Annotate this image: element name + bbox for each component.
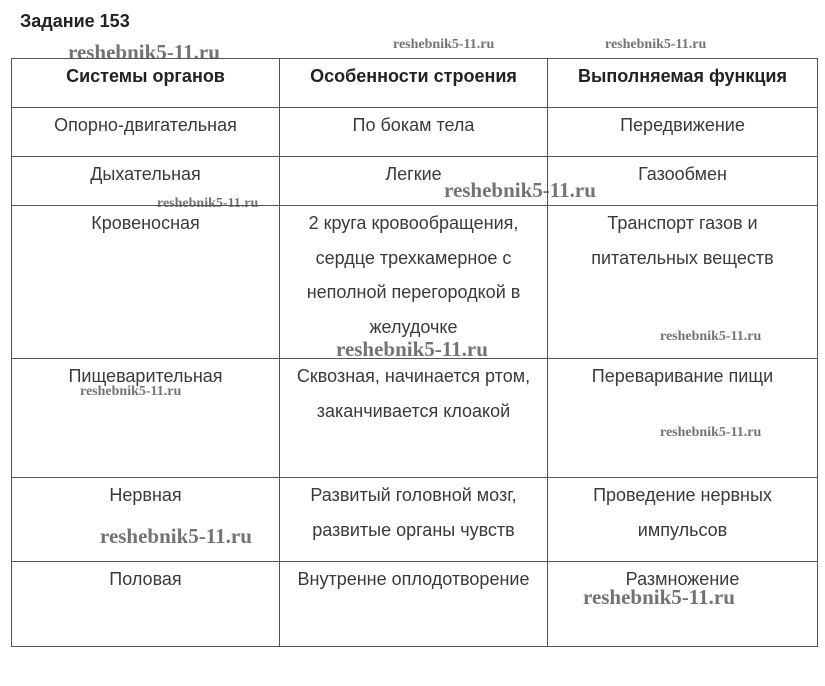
watermark: reshebnik5-11.ru xyxy=(336,337,488,361)
task-title: Задание 153 xyxy=(20,11,130,31)
table-row xyxy=(12,206,818,359)
watermark: reshebnik5-11.ru xyxy=(583,585,735,609)
watermark: reshebnik5-11.ru xyxy=(157,196,259,211)
cell-structure: По бокам тела xyxy=(280,108,548,157)
table-header-row xyxy=(12,59,818,108)
cell-structure: 2 круга кровообращения, сердце трехкамерное с неполной перегородкой в желудочке xyxy=(280,206,548,359)
table-row xyxy=(12,562,818,647)
cell-function: Размножение xyxy=(548,562,818,647)
watermark: reshebnik5-11.ru xyxy=(100,524,252,548)
cell-function: Транспорт газов и питательных веществ xyxy=(548,206,818,359)
cell-function: Переваривание пищи xyxy=(548,359,818,478)
cell-structure: Сквозная, начинается ртом, заканчивается клоакой xyxy=(280,359,548,478)
cell-structure: Внутренне оплодотворение xyxy=(280,562,548,647)
cell-system: Кровеносная xyxy=(12,206,280,359)
table-row xyxy=(12,478,818,562)
cell-system: Пищеварительная xyxy=(12,359,280,478)
table-row xyxy=(12,108,818,157)
header-structure: Особенности строения xyxy=(280,59,548,108)
cell-function: Газообмен xyxy=(548,157,818,206)
table-row xyxy=(12,157,818,206)
watermark: reshebnik5-11.ru xyxy=(660,329,762,344)
cell-system: Опорно-двигательная xyxy=(12,108,280,157)
cell-system: Половая xyxy=(12,562,280,647)
watermark: reshebnik5-11.ru xyxy=(393,37,495,52)
cell-structure: Легкие xyxy=(280,157,548,206)
cell-system: Дыхательная xyxy=(12,157,280,206)
watermark: reshebnik5-11.ru xyxy=(80,384,182,399)
table-row xyxy=(12,359,818,478)
header-function: Выполняемая функция xyxy=(548,59,818,108)
cell-function: Передвижение xyxy=(548,108,818,157)
watermark: reshebnik5-11.ru xyxy=(444,178,596,202)
cell-system: Нервная xyxy=(12,478,280,562)
organ-systems-table xyxy=(11,58,818,647)
header-systems: Системы органов xyxy=(12,59,280,108)
watermark: reshebnik5-11.ru xyxy=(660,425,762,440)
watermark: reshebnik5-11.ru xyxy=(605,37,707,52)
cell-function: Проведение нервных импульсов xyxy=(548,478,818,562)
watermark: reshebnik5-11.ru xyxy=(68,40,220,64)
cell-structure: Развитый головной мозг, развитые органы чувств xyxy=(280,478,548,562)
